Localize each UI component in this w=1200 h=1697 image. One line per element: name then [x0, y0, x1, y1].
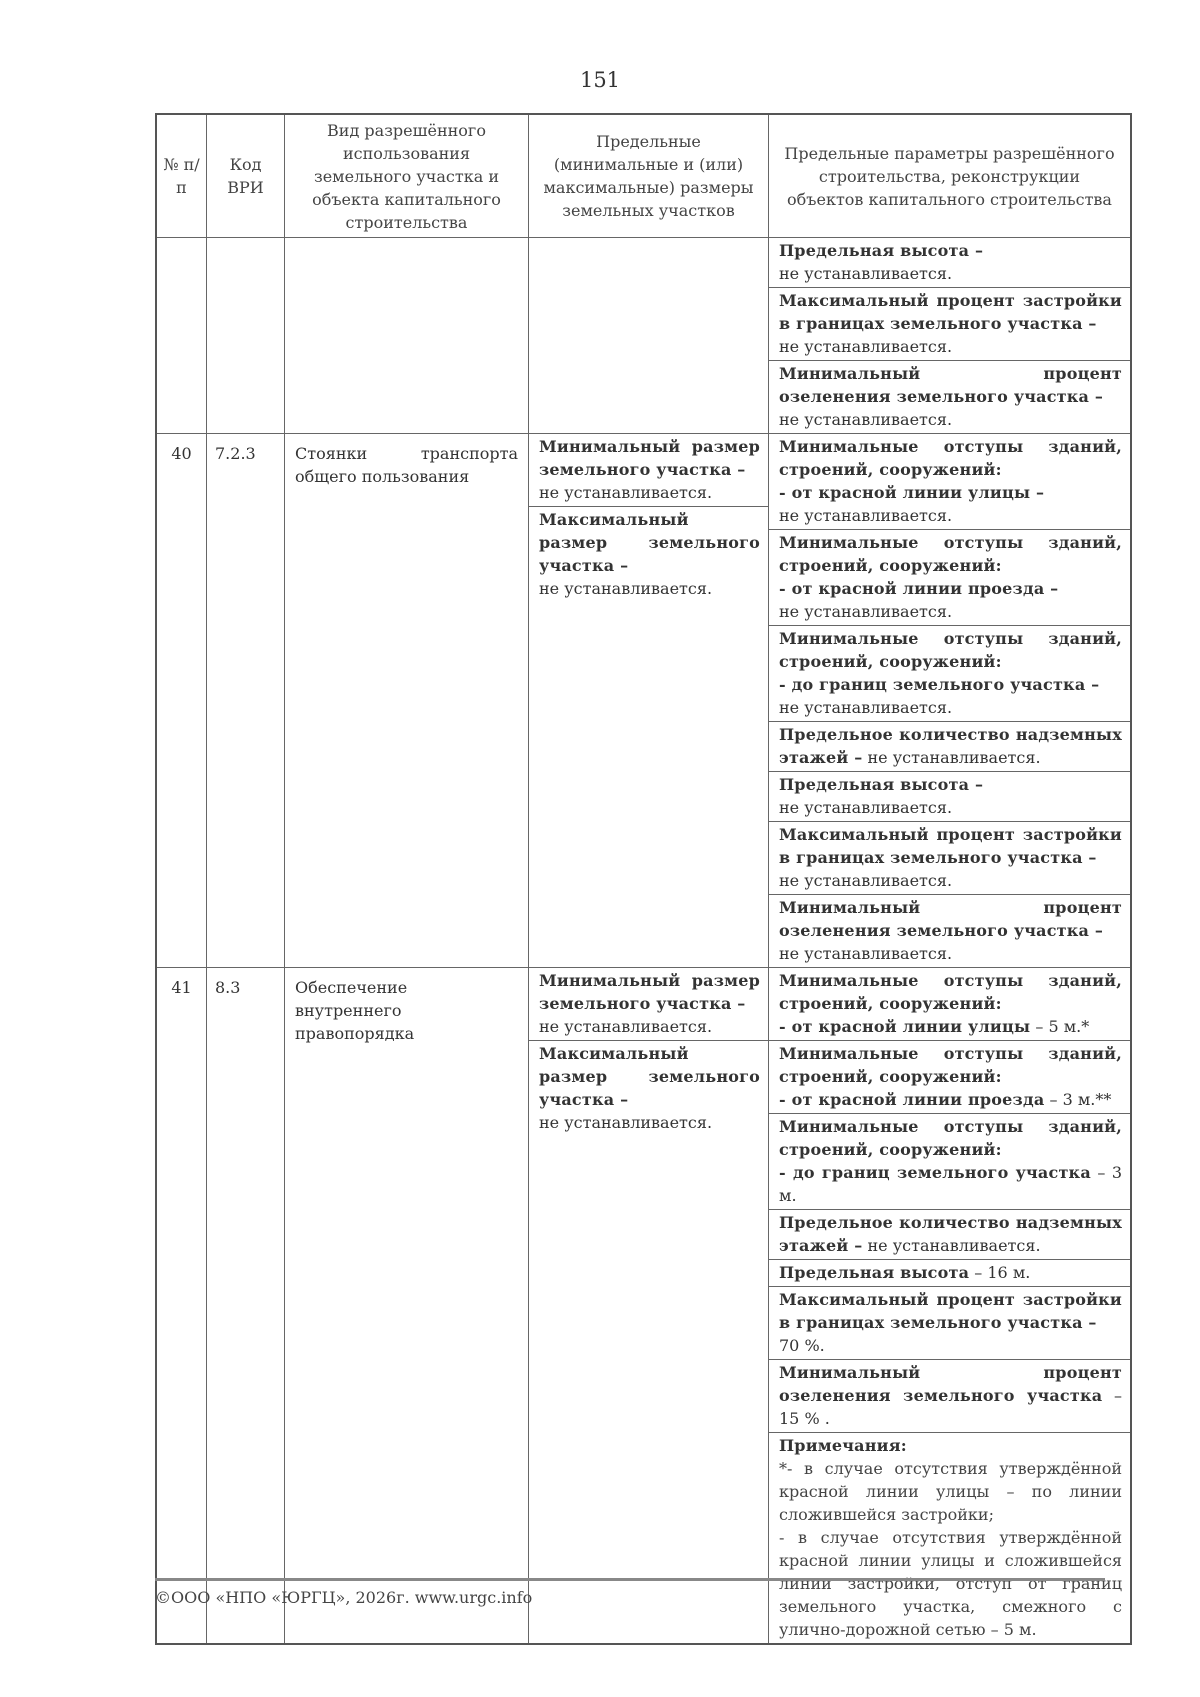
param-item: Предельная высота – не устанавливается.: [769, 772, 1130, 822]
param-item: Минимальные отступы зданий, строений, сооружений: - от красной линии улицы – не устанавливается.: [769, 434, 1130, 530]
param-item: Минимальные отступы зданий, строений, сооружений: - до границ земельного участка – 3 м.: [769, 1114, 1130, 1210]
param-item: Минимальные отступы зданий, строений, сооружений: - до границ земельного участка – не устанавливается.: [769, 626, 1130, 722]
header-num: № п/п: [157, 115, 207, 237]
table-row-41: [157, 968, 1130, 1643]
param-item: Предельное количество надземных этажей – не устанавливается.: [769, 722, 1130, 772]
table-row-continuation: [157, 238, 1130, 434]
cell-type: Обеспечение внутреннего правопорядка: [285, 968, 529, 1643]
cell-type: [285, 238, 529, 433]
cell-num: 41: [157, 968, 207, 1643]
header-sizes: Предельные (минимальные и (или) максимальные) размеры земельных участков: [529, 115, 769, 237]
param-item: Минимальные отступы зданий, строений, сооружений: - от красной линии улицы – 5 м.*: [769, 968, 1130, 1041]
footer-divider: [155, 1578, 1105, 1581]
cell-code: 7.2.3: [207, 434, 285, 967]
header-params: Предельные параметры разрешённого строительства, реконструкции объектов капитального строительства: [784, 143, 1115, 209]
header-type: Вид разрешённого использования земельного участка и объекта капитального строительства: [285, 115, 529, 237]
param-item: Предельная высота – не устанавливается.: [769, 238, 1130, 288]
param-item: Предельная высота – 16 м.: [769, 1260, 1130, 1287]
header-code: Код ВРИ: [207, 115, 285, 237]
cell-type: Стоянки транспорта общего пользования: [285, 434, 529, 967]
regulations-table: [155, 113, 1132, 1645]
param-item: Максимальный процент застройки в границах земельного участка – 70 %.: [769, 1287, 1130, 1360]
size-max: Максимальный размер земельного участка – не устанавливается.: [539, 1044, 760, 1132]
table-row-40: [157, 434, 1130, 968]
param-item: Предельное количество надземных этажей – не устанавливается.: [769, 1210, 1130, 1260]
notes: [769, 1433, 1130, 1643]
cell-num: 40: [157, 434, 207, 967]
cell-sizes: [529, 968, 769, 1643]
cell-sizes: [529, 434, 769, 967]
param-item: Минимальный процент озеленения земельного участка – не устанавливается.: [779, 364, 1122, 429]
cell-params: [769, 968, 1130, 1643]
notes-title: Примечания:: [779, 1436, 907, 1455]
size-min: Минимальный размер земельного участка – не устанавливается.: [529, 434, 768, 507]
footer-copyright: ©ООО «НПО «ЮРГЦ», 2026г. www.urgc.info: [155, 1588, 533, 1607]
note-1: *- в случае отсутствия утверждённой красной линии улицы – по линии сложившейся застройки;: [779, 1459, 1122, 1524]
param-item: Минимальный процент озеленения земельного участка – не устанавливается.: [779, 898, 1122, 963]
cell-sizes: [529, 238, 769, 433]
page-number: 151: [579, 68, 621, 92]
param-item: Максимальный процент застройки в границах земельного участка – не устанавливается.: [769, 288, 1130, 361]
param-item: Максимальный процент застройки в границах земельного участка – не устанавливается.: [769, 822, 1130, 895]
param-item: Минимальные отступы зданий, строений, сооружений: - от красной линии проезда – 3 м.**: [769, 1041, 1130, 1114]
cell-params: [769, 434, 1130, 967]
cell-code: [207, 238, 285, 433]
cell-params: [769, 238, 1130, 433]
param-item: Минимальный процент озеленения земельного участка – 15 % .: [769, 1360, 1130, 1433]
size-min: Минимальный размер земельного участка – не устанавливается.: [529, 968, 768, 1041]
cell-code: 8.3: [207, 968, 285, 1643]
cell-num: [157, 238, 207, 433]
size-max: Максимальный размер земельного участка – не устанавливается.: [539, 510, 760, 598]
note-2: - в случае отсутствия утверждённой красной линии улицы и сложившейся линии застройки, отступ от границ земельного участка, смежного с улично-дорожной сетью – 5 м.: [779, 1528, 1122, 1639]
param-item: Минимальные отступы зданий, строений, сооружений: - от красной линии проезда – не устанавливается.: [769, 530, 1130, 626]
table-header-row: [157, 115, 1130, 238]
